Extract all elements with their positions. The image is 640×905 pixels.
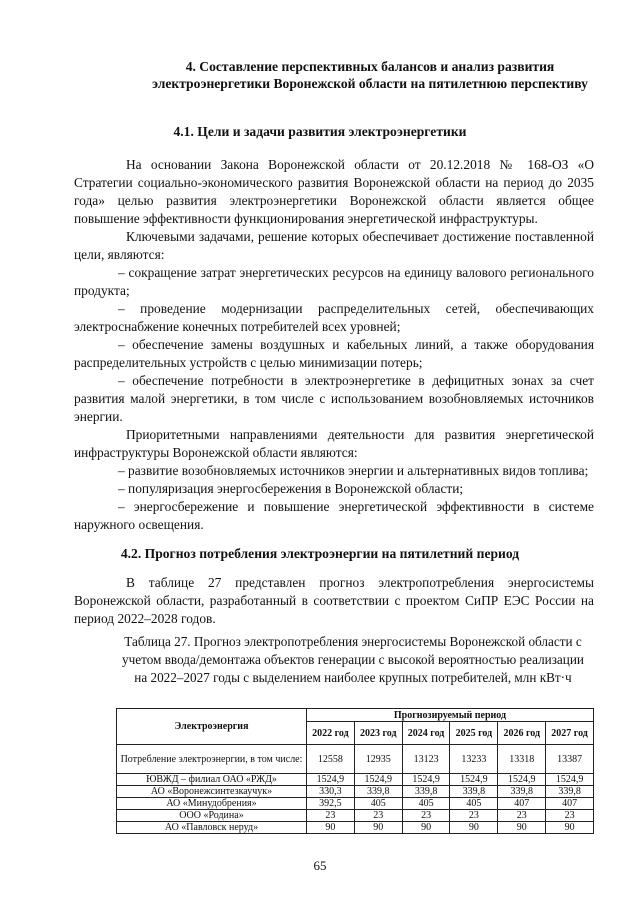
table-group-head: Прогнозируемый период <box>307 709 594 722</box>
year-header: 2026 год <box>498 722 546 745</box>
cell-value: 13318 <box>498 745 546 774</box>
paragraph-priorities: Приоритетными направлениями деятельности для развития энергетической инфраструктуры Воронежской области являются: <box>74 427 594 460</box>
cell-value: 90 <box>354 822 402 834</box>
direction-item: – развитие возобновляемых источников энергии и альтернативных видов топлива; <box>118 463 589 478</box>
row-name: АО «Павловск неруд» <box>117 822 307 834</box>
cell-value: 405 <box>450 798 498 810</box>
task-item: – обеспечение замены воздушных и кабельных линий, а также оборудования распределительных устройств с целью минимизации потерь; <box>74 337 594 370</box>
cell-value: 23 <box>450 810 498 822</box>
forecast-table <box>116 708 594 834</box>
cell-value: 405 <box>402 798 450 810</box>
cell-value: 90 <box>546 822 594 834</box>
table-row <box>117 774 594 786</box>
row-name: ООО «Родина» <box>117 810 307 822</box>
cell-value: 90 <box>307 822 355 834</box>
direction-item: – энергосбережение и повышение энергетической эффективности в системе наружного освещения. <box>74 499 594 532</box>
table-row <box>117 745 594 774</box>
task-item: – обеспечение потребности в электроэнергетике в дефицитных зонах за счет развития малой энергетики, в том числе с использованием возобновляемых источников энергии. <box>74 373 594 424</box>
table-row <box>117 810 594 822</box>
cell-value: 90 <box>450 822 498 834</box>
cell-value: 407 <box>498 798 546 810</box>
cell-value: 23 <box>546 810 594 822</box>
cell-value: 13233 <box>450 745 498 774</box>
cell-value: 1524,9 <box>498 774 546 786</box>
row-name: АО «Воронежсинтезкаучук» <box>117 786 307 798</box>
year-header: 2025 год <box>450 722 498 745</box>
table-row <box>117 798 594 810</box>
cell-value: 339,8 <box>450 786 498 798</box>
section-4-2-heading: 4.2. Прогноз потребления электроэнергии на пятилетний период <box>120 546 520 561</box>
table-col-head: Электроэнергия <box>117 709 307 745</box>
cell-value: 1524,9 <box>450 774 498 786</box>
cell-value: 392,5 <box>307 798 355 810</box>
cell-value: 339,8 <box>498 786 546 798</box>
section-4-1-heading: 4.1. Цели и задачи развития электроэнергетики <box>173 124 467 139</box>
direction-item: – популяризация энергосбережения в Воронежской области; <box>118 481 464 496</box>
cell-value: 12558 <box>307 745 355 774</box>
task-item: – проведение модернизации распределительных сетей, обеспечивающих электроснабжение конечных потребителей всех уровней; <box>74 301 594 334</box>
cell-value: 23 <box>354 810 402 822</box>
year-header: 2022 год <box>307 722 355 745</box>
table-caption: Таблица 27. Прогноз электропотребления энергосистемы Воронежской области с учетом ввода/демонтажа объектов генерации с высокой вероятностью реализации на 2022–2027 годы с выделением наиболее крупных потребителей, млн кВт·ч <box>122 634 584 685</box>
year-header: 2023 год <box>354 722 402 745</box>
table-row <box>117 786 594 798</box>
cell-value: 13387 <box>546 745 594 774</box>
cell-value: 1524,9 <box>354 774 402 786</box>
cell-value: 90 <box>402 822 450 834</box>
row-name: АО «Минудобрения» <box>117 798 307 810</box>
section-4-1-body <box>74 156 594 534</box>
year-header: 2024 год <box>402 722 450 745</box>
cell-value: 330,3 <box>307 786 355 798</box>
table-row <box>117 822 594 834</box>
cell-value: 339,8 <box>354 786 402 798</box>
cell-value: 23 <box>402 810 450 822</box>
paragraph-strategy: На основании Закона Воронежской области от 20.12.2018 № 168-ОЗ «О Стратегии социально-экономического развития Воронежской области на период до 2035 года» целью развития электроэнергетики Воронежской области является общее повышение эффективности функционирования энергетической инфраструктуры. <box>74 157 594 226</box>
task-item: – сокращение затрат энергетических ресурсов на единицу валового регионального продукта; <box>74 265 594 298</box>
cell-value: 1524,9 <box>307 774 355 786</box>
cell-value: 23 <box>307 810 355 822</box>
cell-value: 1524,9 <box>402 774 450 786</box>
cell-value: 90 <box>498 822 546 834</box>
paragraph-table-intro: В таблице 27 представлен прогноз электропотребления энергосистемы Воронежской области, разработанный в соответствии с проектом СиПР ЕЭС России на период 2022–2028 годов. <box>74 575 594 626</box>
paragraph-key-tasks: Ключевыми задачами, решение которых обеспечивает достижение поставленной цели, являются: <box>74 229 594 262</box>
cell-value: 12935 <box>354 745 402 774</box>
cell-value: 339,8 <box>402 786 450 798</box>
year-header: 2027 год <box>546 722 594 745</box>
section-4-heading: 4. Составление перспективных балансов и анализ развития электроэнергетики Воронежской области на пятилетнюю перспективу <box>152 59 588 91</box>
cell-value: 1524,9 <box>546 774 594 786</box>
row-name: ЮВЖД – филиал ОАО «РЖД» <box>117 774 307 786</box>
section-4-2-body <box>74 574 594 628</box>
cell-value: 13123 <box>402 745 450 774</box>
cell-value: 405 <box>354 798 402 810</box>
row-name: Потребление электроэнергии, в том числе: <box>117 745 307 774</box>
cell-value: 407 <box>546 798 594 810</box>
cell-value: 23 <box>498 810 546 822</box>
cell-value: 339,8 <box>546 786 594 798</box>
page-number: 65 <box>313 858 327 873</box>
